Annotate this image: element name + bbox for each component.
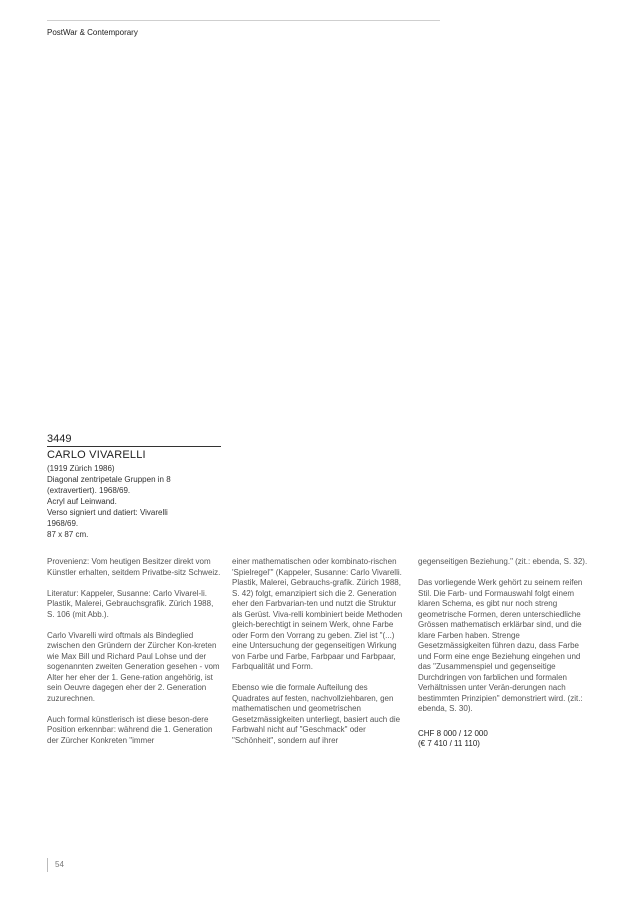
lot-title-line1: Diagonal zentripetale Gruppen in 8: [47, 475, 171, 484]
essay-paragraph: Das vorliegende Werk gehört zu seinem reifen Stil. Die Farb- und Formauswahl folgt einem klaren Schema, es gibt nur noch streng geometrische Formen, deren unterschiedliche Grössen mathematisch erklärbar sind, und die klare Farben haben. Strenge Gesetzmässigkeiten führen dazu, dass Farbe und Form eine enge Beziehung eingehen und das "Zusammenspiel und gegenseitige Durchdringen von farblichen und formalen Verhältnissen unter Verän-derungen nach bestimmten Prinzipien" demonstriert wird. (zit.: ebenda, S. 30).: [418, 578, 583, 713]
text-column-3: [418, 557, 594, 750]
essay-paragraph: Carlo Vivarelli wird oftmals als Bindeglied zwischen den Gründern der Zürcher Kon-kreten wie Max Bill und Richard Paul Lohse und der sogenannten zweiten Generation gesehen - vom Alter her eher der 1. Gene-ration angehörig, ist sein Oeuvre dagegen eher der 2. Generation zuzurechnen.: [47, 630, 220, 703]
literature-paragraph: Literatur: Kappeler, Susanne: Carlo Vivarel-li. Plastik, Malerei, Gebrauchsgrafik. Zürich 1988, S. 106 (mit Abb.).: [47, 588, 214, 619]
estimate-eur: (€ 7 410 / 11 110): [418, 739, 480, 748]
lot-header: [47, 433, 221, 540]
artist-name: CARLO VIVARELLI: [47, 449, 146, 461]
estimate-chf: CHF 8 000 / 12 000: [418, 728, 488, 738]
estimate: [418, 729, 594, 750]
provenance-paragraph: Provenienz: Vom heutigen Besitzer direkt vom Künstler erhalten, seitdem Privatbe-sitz Schweiz.: [47, 557, 221, 577]
lot-details: [47, 463, 221, 540]
lot-dimensions: 87 x 87 cm.: [47, 530, 89, 539]
text-column-1: [47, 557, 223, 757]
lot-signature-date: 1968/69.: [47, 519, 79, 528]
lot-medium: Acryl auf Leinwand.: [47, 497, 117, 506]
lot-title-line2: (extravertiert). 1968/69.: [47, 486, 131, 495]
lot-life-dates: (1919 Zürich 1986): [47, 464, 115, 473]
text-column-2: [232, 557, 406, 757]
essay-paragraph: einer mathematischen oder kombinato-rischen 'Spielregel'" (Kappeler, Susanne: Carlo Vivarelli. Plastik, Malerei, Gebrauchs-grafik. Zürich 1988, S. 42) folgt, emanzipiert sich die 2. Generation eher den Farbvarian-ten und nutzt die Struktur als Gerüst. Viva-relli kombiniert beide Methoden gleich-berechtigt in seinem Werk, ohne Farbe oder Form den Vorrang zu geben. Ziel ist "(...) eine Untersuchung der gegenseitigen Wirkung von Farbe und Farbe, Farbpaar und Farbpaar, Farbqualität und Form.: [232, 557, 403, 671]
page-number-rule: [47, 858, 48, 872]
page-number: 54: [55, 860, 64, 869]
essay-paragraph: gegenseitigen Beziehung." (zit.: ebenda, S. 32).: [418, 557, 588, 566]
essay-paragraph: Auch formal künstlerisch ist diese beson-dere Position erkennbar: während die 1. Generation der Zürcher Konkreten "immer: [47, 714, 213, 745]
header-rule: [47, 20, 440, 21]
essay-paragraph: Ebenso wie die formale Aufteilung des Quadrates auf festen, nachvollziehbaren, gen mathematischen und geometrischen Gesetzmässigkeiten unterliegt, basiert auch die Farbwahl nicht auf "Geschmack" oder "Schönheit", sondern auf ihrer: [232, 683, 401, 745]
lot-number: 3449: [47, 433, 221, 447]
lot-signature: Verso signiert und datiert: Vivarelli: [47, 508, 168, 517]
section-title: PostWar & Contemporary: [47, 28, 138, 37]
